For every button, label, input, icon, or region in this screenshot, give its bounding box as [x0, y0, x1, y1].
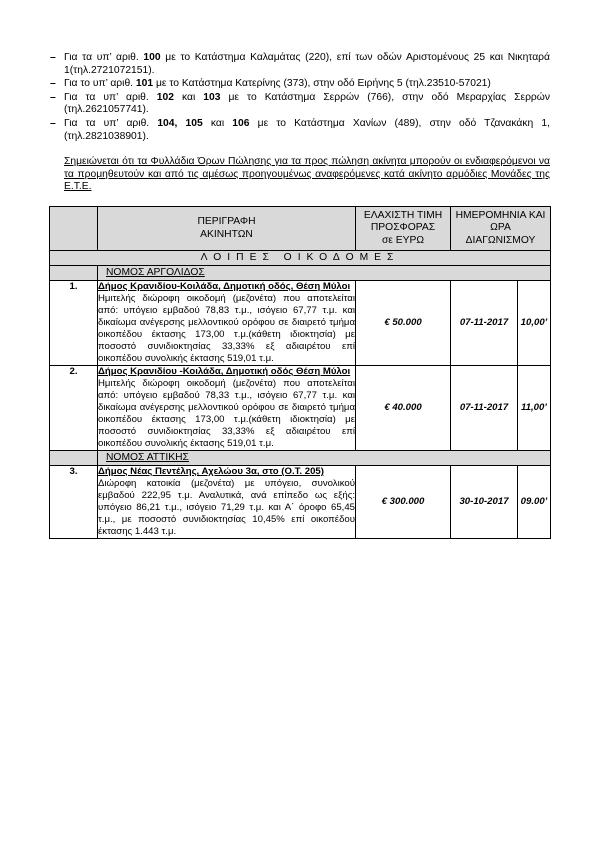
item-text: με το Κατάστημα Χανίων (489), στην οδό Τζανακάκη 1, (τηλ.2821038901). — [64, 118, 550, 142]
dash-bullet: – — [50, 52, 56, 63]
row-time: 10,00’ — [518, 281, 551, 366]
item-text: και — [173, 91, 204, 103]
item-text: Για τα υπ’ αριθ. — [64, 52, 144, 63]
row-title: Δήμος Κρανιδίου -Κοιλάδα, Δημοτική οδός Θέση Μύλοι — [98, 366, 351, 377]
header-description — [98, 207, 356, 251]
region-spacer — [50, 266, 98, 281]
row-description — [98, 366, 356, 451]
row-text: Διώροφη κατοικία (μεζονέτα) με υπόγειο, συνολικού εμβαδού 222,95 τ.μ. Αναλυτικά, ανά επίπεδο ως εξής: υπόγειο 86,21 τ.μ., ισόγειο 71,29 τ.μ. και Α΄ όροφο 65,45 τ.μ., με ποσοστό συνιδιοκτησίας 10,45% επί οικοπέδου έκτασης 1.443 τ.μ. — [98, 478, 355, 537]
item-number: 106 — [232, 118, 250, 130]
item-number: 101 — [135, 78, 154, 90]
table-header-row — [50, 207, 551, 251]
row-price: € 300.000 — [356, 466, 451, 539]
item-text: και — [202, 118, 233, 130]
row-text: Ημιτελής διώροφη οικοδομή (μεζονέτα) που αποτελείται από: υπόγειο εμβαδού 78,33 τ.μ., ισόγειο 67,77 τ.μ. και δικαίωμα ανέγερσης μελλοντικού ορόφου σε διαιρετό τμήμα οικοπέδου έκτασης 173,00 τ.μ.(κάθετη ιδιοκτησία) με ποσοστό συνιδιοκτησίας 33,33% εξ αδιαιρέτου επί οικοπέδου συνολικής έκτασης 519,01 τ.μ. — [98, 378, 355, 449]
row-description — [98, 466, 356, 539]
row-date: 30-10-2017 — [451, 466, 518, 539]
item-number: 100 — [143, 52, 161, 63]
item-text: Για τα υπ’ αριθ. — [64, 91, 157, 103]
header-datetime — [451, 207, 551, 251]
region-spacer — [50, 451, 98, 466]
item-number: 103 — [203, 91, 221, 103]
note-paragraph: Σημειώνεται ότι τα Φυλλάδια Όρων Πώλησης για τα προς πώληση ακίνητα μπορούν οι ενδιαφερόμενοι να τα προμηθευτούν και από τις αμέσως προηγουμένως αναφερόμενες κατά ακίνητο αρμόδιες Μονάδες της Ε.Τ.Ε. — [64, 156, 550, 192]
dash-bullet: – — [50, 78, 56, 90]
dash-bullet: – — [50, 118, 56, 130]
item-number: 102 — [156, 91, 174, 103]
item-text: με το Κατάστημα Καλαμάτας (220), επί των οδών Αριστομένους 25 και Νικηταρά 1(τηλ.2721072151). — [64, 52, 550, 76]
region-name: ΝΟΜΟΣ ΑΤΤΙΚΗΣ — [98, 451, 551, 466]
list-item — [50, 92, 550, 117]
list-item — [50, 52, 550, 77]
item-text: Για το υπ’ αριθ. — [64, 78, 136, 90]
section-row — [50, 251, 551, 266]
row-title: Δήμος Κρανιδίου-Κοιλάδα, Δημοτική οδός, Θέση Μύλοι — [98, 281, 351, 292]
item-text: Για τα υπ’ αριθ. — [64, 118, 158, 130]
region-row — [50, 266, 551, 281]
dash-bullet: – — [50, 91, 56, 103]
row-price: € 50.000 — [356, 281, 451, 366]
row-number: 2. — [50, 366, 98, 451]
table-row — [50, 366, 551, 451]
item-number: 104, 105 — [157, 118, 203, 130]
row-number: 3. — [50, 466, 98, 539]
table-row — [50, 466, 551, 539]
region-name: ΝΟΜΟΣ ΑΡΓΟΛΙΔΟΣ — [98, 266, 551, 281]
header-description-text: ΠΕΡΙΓΡΑΦΗ ΑΚΙΝΗΤΩΝ — [197, 216, 256, 240]
item-text: με το Κατάστημα Σερρών (766), στην οδό Μεραρχίας Σερρών (τηλ.2621057741). — [64, 91, 550, 116]
header-price-text: ΕΛΑΧΙΣΤΗ ΤΙΜΗ ΠΡΟΣΦΟΡΑΣ σε ΕΥΡΩ — [363, 209, 443, 246]
branch-contact-list — [50, 52, 550, 144]
list-item — [50, 118, 550, 143]
row-date: 07-11-2017 — [451, 366, 518, 451]
row-time: 11,00’ — [518, 366, 551, 451]
row-price: € 40.000 — [356, 366, 451, 451]
row-number: 1. — [50, 281, 98, 366]
row-description — [98, 281, 356, 366]
list-item — [50, 78, 550, 91]
row-text: Ημιτελής διώροφη οικοδομή (μεζονέτα) που αποτελείται από: υπόγειο εμβαδού 78,83 τ.μ., ισόγειο 67,77 τ.μ. και δικαίωμα ανέγερσης μελλοντικού ορόφου σε διαιρετό τμήμα οικοπέδου έκτασης 173,00 τ.μ.(κάθετη ιδιοκτησία) με ποσοστό συνιδιοκτησίας 33,33% εξ αδιαιρέτου επί οικοπέδου συνολικής έκτασης 519,01 τ.μ. — [98, 293, 355, 364]
section-title: ΛΟΙΠΕΣ ΟΙΚΟΔΟΜΕΣ — [50, 251, 551, 266]
property-table — [49, 206, 551, 539]
header-datetime-text: ΗΜΕΡΟΜΗΝΙΑ ΚΑΙ ΩΡΑ ΔΙΑΓΩΝΙΣΜΟΥ — [455, 209, 546, 246]
row-title: Δήμος Νέας Πεντέλης, Αχελώου 3α, στο (Ο.Τ. 205) — [98, 466, 324, 477]
item-text: με το Κατάστημα Κατερίνης (373), στην οδό Ειρήνης 5 (τηλ.23510-57021) — [153, 78, 491, 90]
header-number-cell — [50, 207, 98, 251]
region-row — [50, 451, 551, 466]
row-date: 07-11-2017 — [451, 281, 518, 366]
header-price — [356, 207, 451, 251]
table-row — [50, 281, 551, 366]
row-time: 09.00’ — [518, 466, 551, 539]
